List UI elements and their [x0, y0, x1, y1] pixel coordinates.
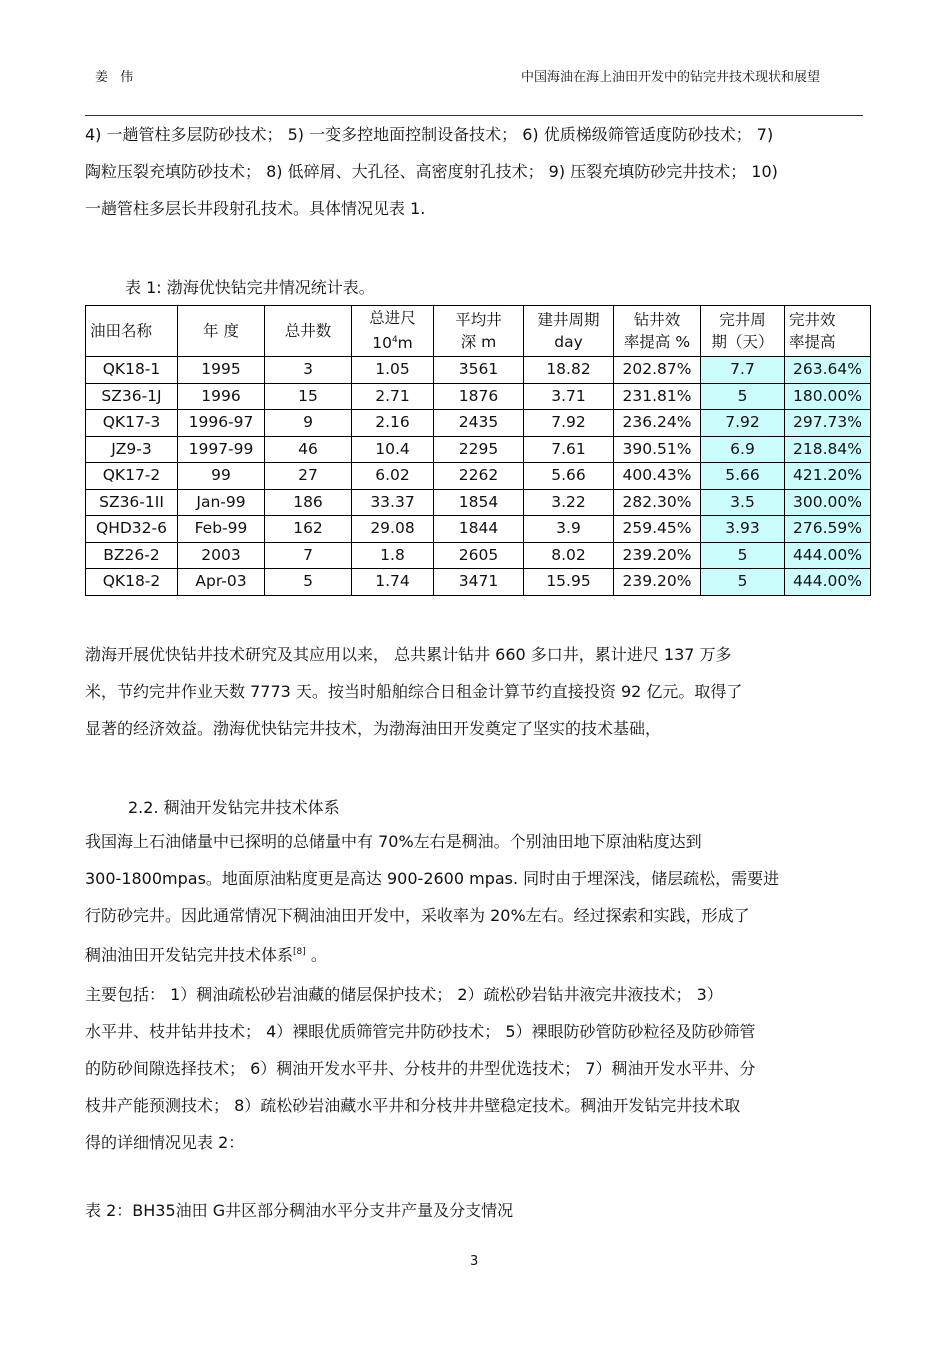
table-cell: 2295 [434, 436, 524, 463]
table-cell: 282.30% [614, 489, 701, 516]
footage-unit-m: m [397, 334, 413, 353]
citation-ref: [8] [293, 947, 306, 957]
col-header-completion-cycle [701, 306, 785, 357]
table-cell: 218.84% [785, 436, 871, 463]
table-cell: 3.22 [524, 489, 614, 516]
table-cell: 3.9 [524, 516, 614, 543]
table-cell: QK18-1 [86, 357, 178, 384]
col-header-completion-cycle-l1: 完井周 [719, 311, 766, 329]
col-header-footage-l2 [352, 329, 433, 354]
table-row [86, 383, 871, 410]
col-header-field-name: 油田名称 [86, 306, 178, 357]
section-heading: 2.2. 稠油开发钻完井技术体系 [128, 798, 340, 817]
footage-unit-base: 10 [372, 334, 392, 353]
tech-line: 得的详细情况见表 2： [85, 1133, 245, 1152]
intro-line: 4) 一趟管柱多层防砂技术； 5) 一变多控地面控制设备技术； 6) 优质梯级筛管适度防砂技术； 7) [85, 125, 774, 144]
table-cell: 2605 [434, 542, 524, 569]
table-cell: 46 [265, 436, 352, 463]
table-cell: 5 [701, 569, 785, 596]
table-cell: 5.66 [701, 463, 785, 490]
col-header-build-cycle-l2: day [554, 333, 583, 351]
table-cell: 5 [701, 383, 785, 410]
table-cell: 231.81% [614, 383, 701, 410]
header-author: 姜 伟 [95, 70, 138, 85]
table1-body [86, 357, 871, 596]
table1-header-row [86, 306, 871, 357]
table-cell: 1854 [434, 489, 524, 516]
table-cell: 1.74 [352, 569, 434, 596]
page-number: 3 [470, 1254, 479, 1269]
table-cell: 444.00% [785, 542, 871, 569]
intro-line: 一趟管柱多层长井段射孔技术。具体情况见表 1. [85, 199, 426, 218]
col-header-year: 年 度 [178, 306, 265, 357]
col-header-avg-depth-l1: 平均井 [455, 311, 502, 329]
table1-caption: 表 1: 渤海优快钻完井情况统计表。 [125, 278, 375, 297]
table-cell: 15.95 [524, 569, 614, 596]
table-cell: 1.8 [352, 542, 434, 569]
table-cell: 236.24% [614, 410, 701, 437]
col-header-drill-eff-l2: 率提高 % [623, 333, 691, 351]
table-cell: 421.20% [785, 463, 871, 490]
summary-line: 米，节约完井作业天数 7773 天。按当时船舶综合日租金计算节约直接投资 92 亿元。取得了 [85, 682, 743, 701]
summary-line: 渤海开展优快钻井技术研究及其应用以来， 总共累计钻井 660 多口井，累计进尺 137 万多 [85, 645, 732, 664]
heavy-oil-paragraph [85, 823, 779, 971]
tech-line: 水平井、枝井钻井技术； 4）裸眼优质筛管完井防砂技术； 5）裸眼防砂管防砂粒径及防砂筛管 [85, 1022, 756, 1041]
table-cell: BZ26-2 [86, 542, 178, 569]
table-cell: 162 [265, 516, 352, 543]
col-header-avg-depth-l2: 深 m [460, 333, 497, 351]
table-cell: 2435 [434, 410, 524, 437]
table-cell: 8.02 [524, 542, 614, 569]
table-cell: 33.37 [352, 489, 434, 516]
table-cell: 186 [265, 489, 352, 516]
table-cell: 6.02 [352, 463, 434, 490]
table-cell: 7.61 [524, 436, 614, 463]
table-cell: 1844 [434, 516, 524, 543]
table-cell: 2.71 [352, 383, 434, 410]
col-header-build-cycle [524, 306, 614, 357]
table-cell: 400.43% [614, 463, 701, 490]
col-header-completion-eff-l2: 率提高 [789, 333, 836, 351]
tech-line: 主要包括： 1）稠油疏松砂岩油藏的储层保护技术； 2）疏松砂岩钻井液完井液技术； 3） [85, 985, 723, 1004]
table-cell: 276.59% [785, 516, 871, 543]
col-header-drill-eff [614, 306, 701, 357]
intro-paragraph [85, 116, 778, 227]
table-cell: 15 [265, 383, 352, 410]
col-header-completion-cycle-l2: 期（天） [711, 333, 774, 351]
table-cell: 1996-97 [178, 410, 265, 437]
table1 [85, 305, 871, 596]
intro-line: 陶粒压裂充填防砂技术； 8) 低碎屑、大孔径、高密度射孔技术； 9) 压裂充填防砂完井技术； 10) [85, 162, 778, 181]
table-cell: 3.93 [701, 516, 785, 543]
table-cell: 259.45% [614, 516, 701, 543]
table-cell: 1996 [178, 383, 265, 410]
heavy-oil-line: 稠油油田开发钻完井技术体系 [85, 945, 294, 965]
table-cell: 263.64% [785, 357, 871, 384]
table-cell: 3561 [434, 357, 524, 384]
summary-line: 显著的经济效益。渤海优快钻完井技术，为渤海油田开发奠定了坚实的技术基础， [85, 719, 662, 738]
table-row [86, 542, 871, 569]
table-cell: QK18-2 [86, 569, 178, 596]
heavy-oil-line-last [85, 934, 779, 971]
table-cell: 5.66 [524, 463, 614, 490]
heavy-oil-line: 行防砂完井。因此通常情况下稠油油田开发中，采收率为 20%左右。经过探索和实践，形成了 [85, 906, 750, 925]
table-cell: 3.5 [701, 489, 785, 516]
col-header-build-cycle-l1: 建井周期 [537, 311, 600, 329]
header-running-title: 中国海油在海上油田开发中的钻完井技术现状和展望 [520, 70, 820, 85]
table-cell: 18.82 [524, 357, 614, 384]
table-cell: 202.87% [614, 357, 701, 384]
table-cell: 3471 [434, 569, 524, 596]
table-cell: 239.20% [614, 569, 701, 596]
table-cell: 3 [265, 357, 352, 384]
table-cell: 99 [178, 463, 265, 490]
table-row [86, 436, 871, 463]
heavy-oil-tail: 。 [305, 945, 327, 965]
table-cell: 1995 [178, 357, 265, 384]
table2-caption: 表 2：BH35油田 G井区部分稠油水平分支井产量及分支情况 [85, 1201, 514, 1220]
table-row [86, 489, 871, 516]
table-cell: 2262 [434, 463, 524, 490]
col-header-footage [352, 306, 434, 357]
table-cell: 5 [265, 569, 352, 596]
table-cell: 444.00% [785, 569, 871, 596]
table-cell: QHD32-6 [86, 516, 178, 543]
table-row [86, 410, 871, 437]
table-row [86, 569, 871, 596]
col-header-well-count: 总井数 [265, 306, 352, 357]
table-cell: Feb-99 [178, 516, 265, 543]
table-cell: 5 [701, 542, 785, 569]
table-cell: QK17-2 [86, 463, 178, 490]
table-cell: 390.51% [614, 436, 701, 463]
table-cell: 1997-99 [178, 436, 265, 463]
table-cell: 7.92 [701, 410, 785, 437]
table-cell: 10.4 [352, 436, 434, 463]
col-header-completion-eff-l1: 完井效 [789, 311, 836, 329]
summary-paragraph [85, 636, 742, 747]
table-cell: 180.00% [785, 383, 871, 410]
table-cell: 297.73% [785, 410, 871, 437]
col-header-footage-l1: 总进尺 [369, 309, 416, 328]
table-cell: 2003 [178, 542, 265, 569]
table-row [86, 516, 871, 543]
table-cell: 3.71 [524, 383, 614, 410]
table-cell: Apr-03 [178, 569, 265, 596]
table-cell: JZ9-3 [86, 436, 178, 463]
table-cell: 7 [265, 542, 352, 569]
col-header-drill-eff-l1: 钻井效 [633, 311, 681, 329]
tech-line: 的防砂间隙选择技术； 6）稠油开发水平井、分枝井的井型优选技术； 7）稠油开发水平井、分 [85, 1059, 756, 1078]
col-header-completion-eff [785, 306, 871, 357]
col-header-avg-depth [434, 306, 524, 357]
table-cell: 6.9 [701, 436, 785, 463]
table-cell: 9 [265, 410, 352, 437]
heavy-oil-line: 我国海上石油储量中已探明的总储量中有 70%左右是稠油。个别油田地下原油粘度达到 [85, 832, 702, 851]
table-cell: 7.7 [701, 357, 785, 384]
heavy-oil-line: 300-1800mpas。地面原油粘度更是高达 900-2600 mpas. 同时由于埋深浅，储层疏松，需要进 [85, 869, 780, 888]
table-cell: 300.00% [785, 489, 871, 516]
table-cell: 7.92 [524, 410, 614, 437]
table-row [86, 463, 871, 490]
table-cell: 1.05 [352, 357, 434, 384]
table-cell: SZ36-1J [86, 383, 178, 410]
footage-unit-exp: 4 [391, 335, 398, 346]
table-cell: 29.08 [352, 516, 434, 543]
tech-paragraph [85, 976, 756, 1161]
table-cell: 27 [265, 463, 352, 490]
table-row [86, 357, 871, 384]
table-cell: 1876 [434, 383, 524, 410]
table-cell: Jan-99 [178, 489, 265, 516]
table-cell: SZ36-1II [86, 489, 178, 516]
table-cell: 239.20% [614, 542, 701, 569]
tech-line: 枝井产能预测技术； 8）疏松砂岩油藏水平井和分枝井井壁稳定技术。稠油开发钻完井技术取 [85, 1096, 741, 1115]
table-cell: 2.16 [352, 410, 434, 437]
table-cell: QK17-3 [86, 410, 178, 437]
